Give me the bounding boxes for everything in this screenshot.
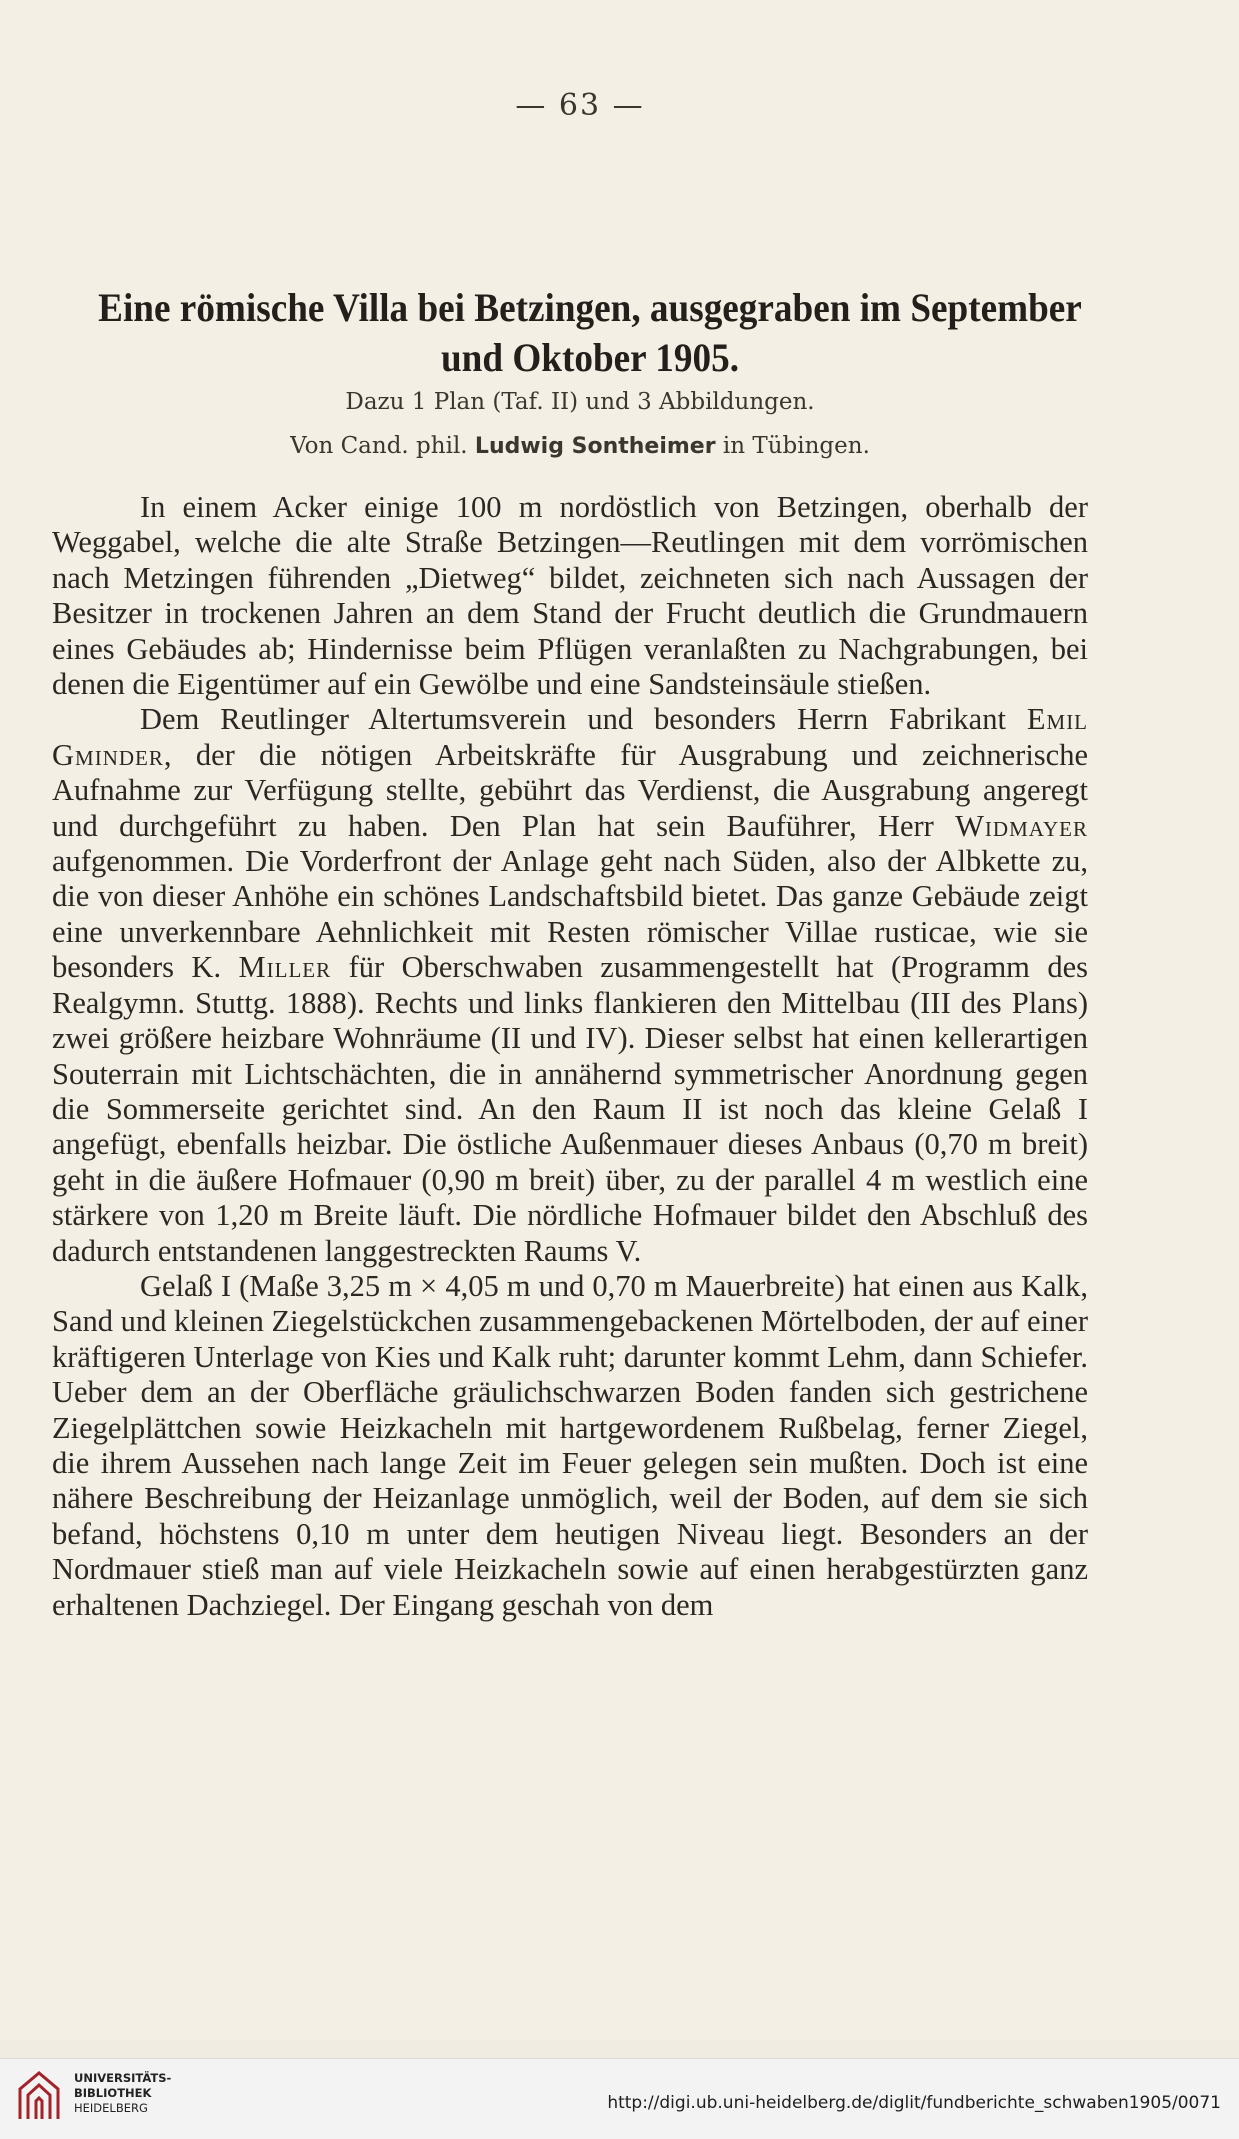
- paragraph-2-part-a: Dem Reutlinger Altertumsverein und besonders Herrn Fabrikant: [140, 702, 1006, 737]
- page-number: — 63 —: [515, 88, 645, 123]
- person-name-widmayer: Widmayer: [955, 808, 1088, 843]
- library-name-line-3: HEIDELBERG: [74, 2101, 148, 2115]
- byline-author: Ludwig Sontheimer: [474, 434, 716, 459]
- byline-prefix: Von Cand. phil.: [290, 433, 468, 459]
- person-name-miller: Miller: [238, 950, 332, 985]
- paragraph-2: [52, 702, 1088, 1269]
- paragraph-2-part-c: aufgenommen. Die Vorderfront der Anlage geht nach Süden, also der Albkette zu, die von dieser Anhöhe ein schönes Landschaftsbild bietet. Das ganze Gebäude zeigt eine unverkennbare Aehnlichkeit mit Resten römischer Villae rusticae, wie sie besonders K.: [52, 844, 1088, 985]
- byline-suffix: in Tübingen.: [722, 433, 870, 459]
- digital-library-url[interactable]: http://digi.ub.uni-heidelberg.de/diglit/fundberichte_schwaben1905/0071: [607, 2093, 1221, 2113]
- article-body: [52, 490, 1088, 1623]
- title-line-2: und Oktober 1905.: [440, 335, 740, 380]
- article-title: [79, 283, 1102, 383]
- library-footer: [0, 2058, 1239, 2139]
- library-name-line-2: BIBLIOTHEK: [74, 2086, 152, 2100]
- person-name-gminder: Emil Gminder: [52, 702, 1089, 772]
- paragraph-1: In einem Acker einige 100 m nordöstlich von Betzingen, oberhalb der Weggabel, welche die alte Straße Betzingen—Reutlingen mit dem vorrömischen nach Metzingen führenden „Dietweg“ bildet, zeichneten sich nach Aussagen der Besitzer in trockenen Jahren an dem Stand der Frucht deutlich die Grundmauern eines Gebäudes ab; Hindernisse beim Pflügen veranlaßten zu Nachgrabungen, bei denen die Eigentümer auf ein Gewölbe und eine Sandsteinsäule stießen.: [52, 490, 1088, 702]
- paragraph-2-part-b: , der die nötigen Arbeitskräfte für Ausgrabung und zeichnerische Aufnahme zur Verfügung stellte, gebührt das Verdienst, die Ausgrabung angeregt und durchgeführt zu haben. Den Plan hat sein Bauführer, Herr: [52, 737, 1088, 843]
- article-subtitle: Dazu 1 Plan (Taf. II) und 3 Abbildungen.: [345, 389, 815, 415]
- university-library-logo-icon: [14, 2067, 64, 2125]
- library-name-line-1: UNIVERSITÄTS-: [74, 2071, 172, 2085]
- library-name: [74, 2071, 171, 2116]
- paragraph-3: Gelaß I (Maße 3,25 m × 4,05 m und 0,70 m Mauerbreite) hat einen aus Kalk, Sand und kleinen Ziegelstückchen zusammengebackenen Mörtelboden, der auf einer kräftigeren Unterlage von Kies und Kalk ruht; darunter kommt Lehm, dann Schiefer. Ueber dem an der Oberfläche gräulichschwarzen Boden fanden sich gestrichene Ziegelplättchen sowie Heizkacheln mit hartgewordenem Rußbelag, ferner Ziegel, die ihrem Aussehen nach lange Zeit im Feuer gelegen sein mußten. Doch ist eine nähere Beschreibung der Heizanlage unmöglich, weil der Boden, auf dem sie sich befand, höchstens 0,10 m unter dem heutigen Niveau liegt. Besonders an der Nordmauer stieß man auf viele Heizkacheln sowie auf einen herabgestürzten ganz erhaltenen Dachziegel. Der Eingang geschah von dem: [52, 1268, 1088, 1622]
- paragraph-2-part-d: für Oberschwaben zusammengestellt hat (Programm des Realgymn. Stuttg. 1888). Rechts und links flankieren den Mittelbau (III des Plans) zwei größere heizbare Wohnräume (II und IV). Dieser selbst hat einen kellerartigen Souterrain mit Lichtschächten, die in annähernd symmetrischer Anordnung gegen die Sommerseite gerichtet sind. An den Raum II ist noch das kleine Gelaß I angefügt, ebenfalls heizbar. Die östliche Außenmauer dieses Anbaus (0,70 m breit) geht in die äußere Hofmauer (0,90 m breit) über, zu der parallel 4 m westlich eine stärkere von 1,20 m Breite läuft. Die nördliche Hofmauer bildet den Abschluß des dadurch entstandenen langgestreckten Raums V.: [52, 950, 1088, 1268]
- byline: [0, 433, 1160, 459]
- title-line-1: Eine römische Villa bei Betzingen, ausgegraben im September: [98, 285, 1082, 330]
